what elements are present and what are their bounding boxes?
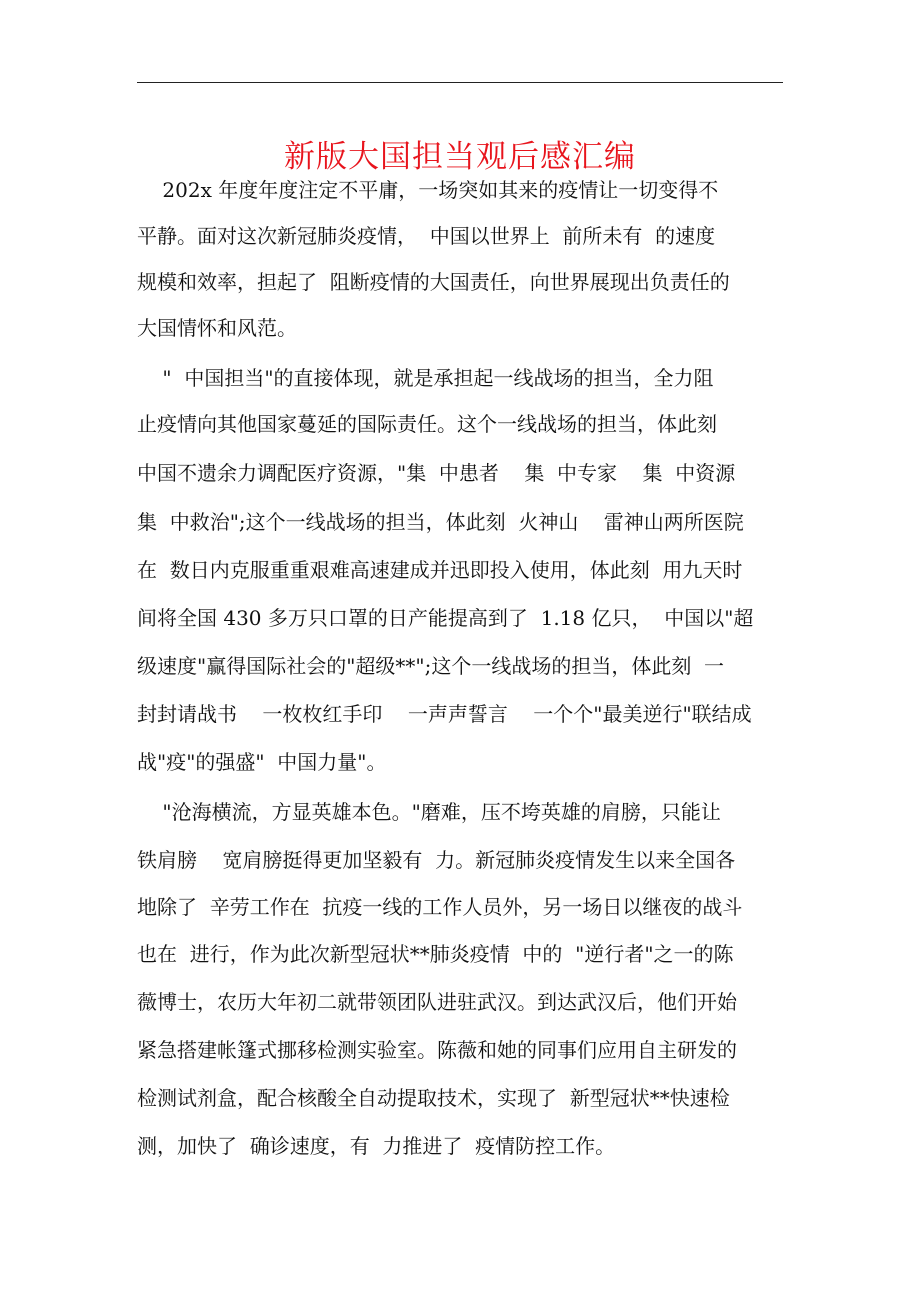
text-line: 在 数日内克服重重艰难高速建成并迅即投入使用，体此刻 用九天时 xyxy=(137,558,743,582)
text-line: 测，加快了 确诊速度，有 力推进了 疫情防控工作。 xyxy=(137,1134,616,1158)
text-line: 也在 进行，作为此次新型冠状**肺炎疫情 中的 "逆行者"之一的陈 xyxy=(137,942,734,966)
text-line: 紧急搭建帐篷式挪移检测实验室。陈薇和她的同事们应用自主研发的 xyxy=(137,1038,737,1062)
text-line: 止疫情向其他国家蔓延的国际责任。这个一线战场的担当，体此刻 xyxy=(137,412,717,436)
text-line: 间将全国 430 多万只口罩的日产能提高到了 1.18 亿只， 中国以"超 xyxy=(137,606,754,630)
text-line: 地除了 辛劳工作在 抗疫一线的工作人员外，另一场日以继夜的战斗 xyxy=(137,895,743,919)
text-line: 平静。面对这次新冠肺炎疫情， 中国以世界上 前所未有 的速度 xyxy=(137,224,716,248)
text-line: 级速度"赢得国际社会的"超级**";这个一线战场的担当，体此刻 一 xyxy=(137,654,725,678)
text-line: 战"疫"的强盛" 中国力量"。 xyxy=(137,750,387,774)
text-line: 大国情怀和风范。 xyxy=(137,316,297,340)
text-line: 检测试剂盒，配合核酸全自动提取技术，实现了 新型冠状**快速检 xyxy=(137,1086,730,1110)
text-line: "沧海横流，方显英雄本色。"磨难，压不垮英雄的肩膀，只能让 xyxy=(137,800,721,824)
text-line: 202x 年度年度注定不平庸，一场突如其来的疫情让一切变得不 xyxy=(137,178,719,202)
text-line: 封封请战书 一枚枚红手印 一声声誓言 一个个"最美逆行"联结成 xyxy=(137,702,752,726)
text-line: 中国不遗余力调配医疗资源，"集 中患者 集 中专家 集 中资源 xyxy=(137,461,736,485)
text-line: 规模和效率，担起了 阻断疫情的大国责任，向世界展现出负责任的 xyxy=(137,270,730,294)
page-title: 新版大国担当观后感汇编 xyxy=(284,138,636,175)
text-line: " 中国担当"的直接体现，就是承担起一线战场的担当，全力阻 xyxy=(137,366,714,390)
text-line: 薇博士，农历大年初二就带领团队进驻武汉。到达武汉后，他们开始 xyxy=(137,990,737,1014)
header-rule xyxy=(137,82,783,83)
text-line: 集 中救治";这个一线战场的担当，体此刻 火神山 雷神山两所医院 xyxy=(137,510,744,534)
text-line: 铁肩膀 宽肩膀挺得更加坚毅有 力。新冠肺炎疫情发生以来全国各 xyxy=(137,848,736,872)
